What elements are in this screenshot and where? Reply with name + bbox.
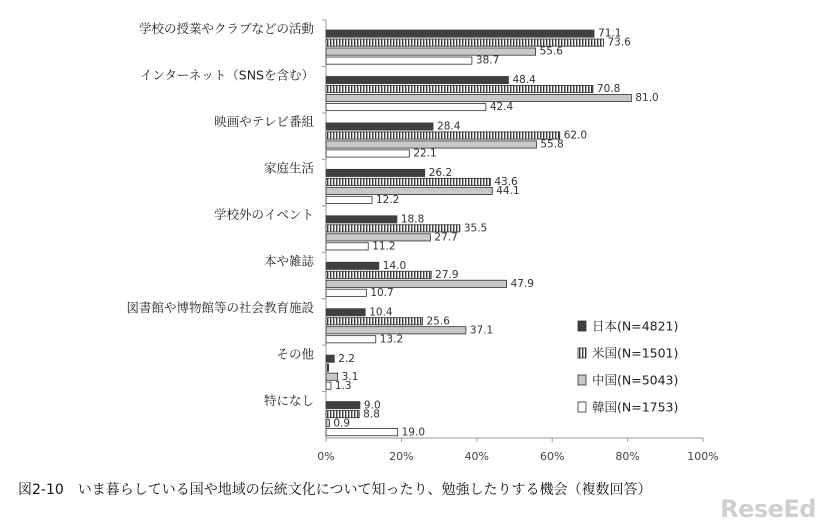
bar (326, 271, 431, 278)
value-label: 48.4 (512, 74, 536, 87)
bar (326, 187, 492, 194)
bar (326, 57, 472, 64)
value-label: 27.7 (434, 231, 458, 244)
bar (326, 30, 594, 37)
value-label: 18.8 (400, 213, 425, 226)
bar (326, 216, 397, 223)
value-label: 70.8 (596, 83, 621, 96)
bar (326, 169, 425, 176)
x-tick-label: 60% (539, 450, 565, 463)
category-label: 映画やテレビ番組 (214, 114, 314, 130)
value-label: 44.1 (496, 185, 520, 198)
value-label: 13.2 (379, 333, 404, 346)
category-label: 学校の授業やクラブなどの活動 (138, 21, 314, 37)
bar (326, 150, 409, 157)
value-label: 37.1 (469, 324, 494, 337)
category-label: 家庭生活 (263, 160, 314, 176)
value-label: 27.9 (435, 268, 459, 281)
bar (326, 420, 329, 427)
value-label: 10.7 (370, 286, 394, 299)
value-label: 8.8 (363, 408, 380, 421)
value-label: 43.6 (494, 176, 518, 189)
value-label: 73.6 (607, 36, 631, 49)
value-label: 14.0 (382, 259, 407, 272)
value-label: 9.0 (363, 399, 381, 412)
value-label: 3.1 (341, 370, 359, 383)
legend-label: 米国(N=1501) (592, 345, 679, 361)
value-label: 25.6 (426, 315, 450, 328)
value-label: 10.4 (369, 306, 393, 319)
bar (326, 76, 508, 83)
bar (326, 336, 376, 343)
bar (326, 280, 507, 287)
bar (326, 318, 423, 325)
legend-label: 韓国(N=1753) (592, 399, 679, 415)
figure-caption: 図2-10 いま暮らしている国や地域の伝統文化について知ったり、勉強したりする機会（複数回答） (18, 482, 652, 498)
x-tick-label: 100% (687, 450, 719, 463)
bar (326, 262, 379, 269)
bar (326, 402, 360, 409)
bar (326, 243, 368, 250)
bar (326, 48, 536, 55)
bar (326, 132, 560, 139)
value-label: 0.9 (333, 417, 351, 430)
bar (326, 196, 372, 203)
bar (326, 178, 490, 185)
category-label: 学校外のイベント (213, 207, 314, 222)
value-label: 1.3 (334, 379, 352, 392)
value-label: 81.0 (635, 92, 659, 105)
value-label: 26.2 (428, 167, 453, 180)
x-tick-label: 0% (317, 450, 335, 463)
bar (326, 103, 486, 110)
x-tick-label: 20% (389, 450, 414, 463)
legend-swatch (578, 348, 586, 358)
value-label: 55.8 (540, 138, 564, 151)
legend-swatch (578, 321, 586, 331)
value-label: 38.7 (475, 54, 500, 67)
value-label: 28.4 (437, 120, 461, 133)
legend (578, 319, 678, 415)
bar (326, 355, 334, 362)
category-label: 本や雑誌 (263, 253, 314, 269)
value-label: 22.1 (413, 147, 437, 160)
category-label: インターネット（SNSを含む） (139, 67, 314, 83)
bar (326, 85, 593, 92)
value-label: 2.2 (338, 352, 355, 365)
watermark-text: ReseEd (720, 495, 816, 523)
bar (326, 94, 631, 101)
legend-label: 日本(N=4821) (592, 318, 679, 334)
bar (326, 309, 365, 316)
bar (326, 364, 329, 371)
category-label: 特になし (263, 392, 314, 408)
value-label: 19.0 (401, 426, 426, 439)
legend-swatch (578, 375, 586, 385)
value-label: 47.9 (510, 277, 534, 290)
bar (326, 429, 398, 436)
category-label: その他 (276, 346, 314, 362)
value-label: 55.6 (539, 45, 564, 58)
value-label: 71.1 (598, 27, 622, 40)
value-label: 11.2 (372, 240, 396, 253)
legend-label: 中国(N=5043) (592, 372, 679, 388)
value-label: 12.2 (375, 194, 400, 207)
value-label: 35.5 (463, 222, 488, 235)
x-tick-label: 80% (615, 450, 640, 463)
legend-swatch (578, 402, 586, 412)
bar (326, 382, 331, 389)
category-label: 図書館や博物館等の社会教育施設 (126, 299, 314, 315)
value-label: 62.0 (563, 129, 588, 142)
x-tick-label: 40% (464, 450, 490, 463)
watermark-logo (720, 495, 816, 523)
bar (326, 123, 433, 130)
bar (326, 289, 366, 296)
value-label: 42.4 (489, 101, 514, 114)
